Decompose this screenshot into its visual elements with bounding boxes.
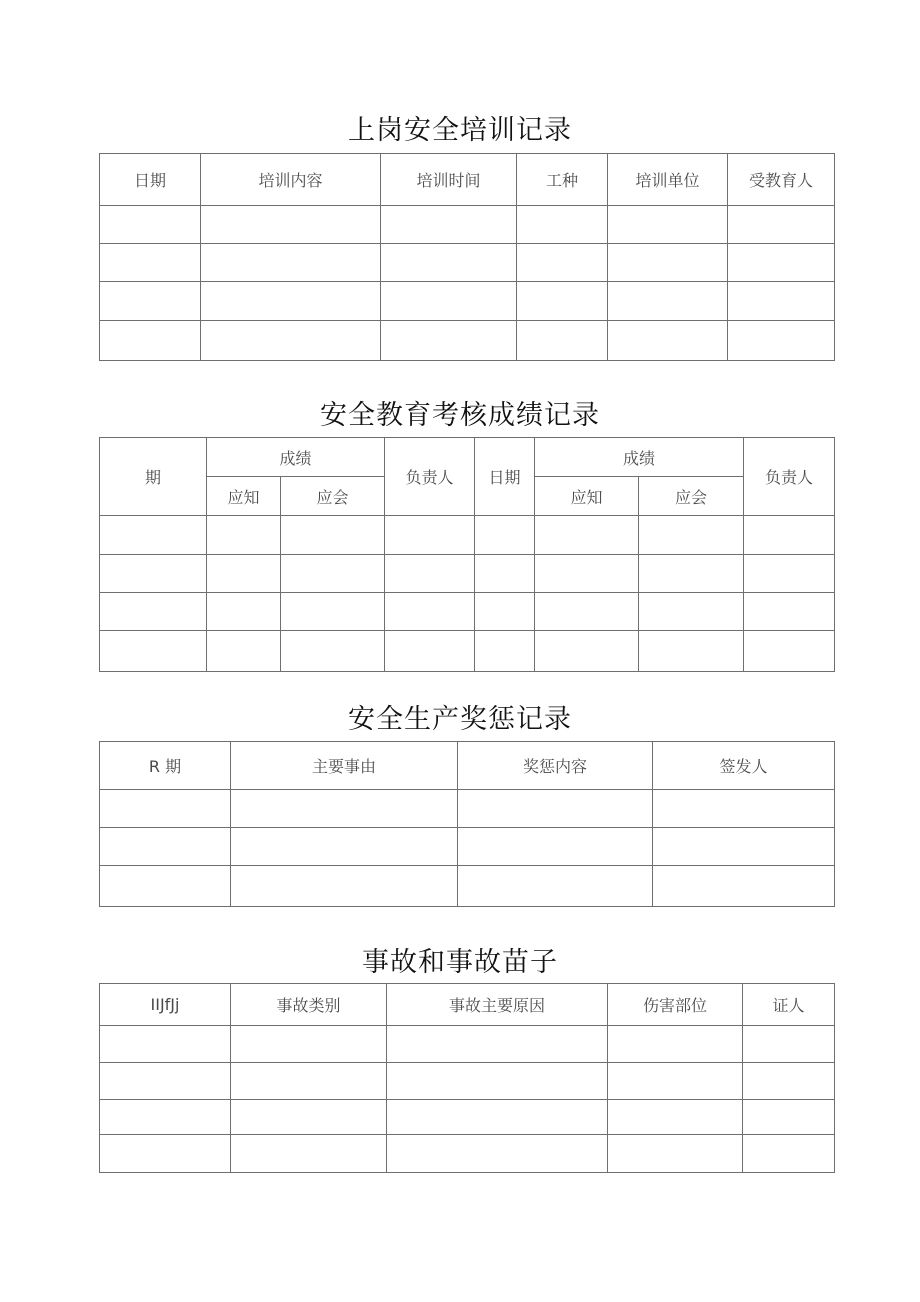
header-main-reason: 主要事由 [231, 742, 458, 790]
table-cell[interactable] [517, 206, 608, 244]
table-row [100, 1063, 835, 1100]
header-date-right: 日期 [475, 438, 535, 516]
table-cell[interactable] [535, 631, 639, 672]
header-should-know: 应知 [207, 477, 281, 516]
assessment-record-table [99, 437, 835, 672]
table-row [100, 244, 835, 282]
table-cell[interactable] [281, 631, 385, 672]
table-cell[interactable] [100, 516, 207, 555]
table-row [100, 206, 835, 244]
table-cell[interactable] [653, 866, 835, 907]
table-cell[interactable] [387, 1100, 608, 1135]
header-reward-punishment-content: 奖惩内容 [458, 742, 653, 790]
header-score-right: 成绩 [535, 438, 744, 477]
table-cell[interactable] [608, 1100, 743, 1135]
table-cell[interactable] [743, 1026, 835, 1063]
table-cell[interactable] [608, 1063, 743, 1100]
header-date: 期 [100, 438, 207, 516]
table-cell[interactable] [100, 555, 207, 593]
table-cell[interactable] [517, 282, 608, 321]
table-cell[interactable] [535, 516, 639, 555]
table-cell[interactable] [517, 244, 608, 282]
table-row [100, 555, 835, 593]
table-cell[interactable] [387, 1026, 608, 1063]
table-cell[interactable] [381, 206, 517, 244]
table-cell[interactable] [639, 593, 744, 631]
table-row [100, 631, 835, 672]
table-row [100, 790, 835, 828]
table-cell[interactable] [475, 516, 535, 555]
table-row [100, 1026, 835, 1063]
table-cell[interactable] [281, 555, 385, 593]
table-cell[interactable] [608, 206, 728, 244]
table-cell[interactable] [231, 866, 458, 907]
table-cell[interactable] [201, 244, 381, 282]
table-header-row [100, 154, 835, 206]
accident-record-table [99, 983, 835, 1173]
table-cell[interactable] [475, 593, 535, 631]
table-cell[interactable] [381, 321, 517, 361]
reward-punishment-table [99, 741, 835, 907]
table-cell[interactable] [201, 282, 381, 321]
header-issuer: 签发人 [653, 742, 835, 790]
table-cell[interactable] [385, 516, 475, 555]
table-row [100, 866, 835, 907]
table-row [100, 321, 835, 361]
table-cell[interactable] [535, 555, 639, 593]
table-cell[interactable] [744, 516, 835, 555]
table-header-row [100, 438, 835, 477]
table-cell[interactable] [743, 1100, 835, 1135]
training-record-title: 上岗安全培训记录 [348, 115, 572, 146]
table-cell[interactable] [744, 555, 835, 593]
table-cell[interactable] [100, 866, 231, 907]
table-cell[interactable] [387, 1063, 608, 1100]
header-accident-category: 事故类别 [231, 984, 387, 1026]
table-cell[interactable] [535, 593, 639, 631]
table-cell[interactable] [100, 206, 201, 244]
table-row [100, 593, 835, 631]
table-cell[interactable] [744, 593, 835, 631]
table-cell[interactable] [743, 1063, 835, 1100]
table-cell[interactable] [653, 790, 835, 828]
table-row [100, 1100, 835, 1135]
table-cell[interactable] [743, 1135, 835, 1173]
table-cell[interactable] [639, 516, 744, 555]
table-cell[interactable] [207, 516, 281, 555]
header-main-cause: 事故主要原因 [387, 984, 608, 1026]
table-cell[interactable] [608, 1135, 743, 1173]
header-should-master-right: 应会 [639, 477, 744, 516]
table-cell[interactable] [100, 1063, 231, 1100]
table-cell[interactable] [201, 206, 381, 244]
table-cell[interactable] [100, 1100, 231, 1135]
assessment-record-title: 安全教育考核成绩记录 [320, 400, 600, 431]
table-cell[interactable] [100, 321, 201, 361]
header-injury-location: 伤害部位 [608, 984, 743, 1026]
table-cell[interactable] [728, 206, 835, 244]
table-cell[interactable] [100, 282, 201, 321]
header-witness: 证人 [743, 984, 835, 1026]
reward-punishment-title: 安全生产奖惩记录 [348, 704, 572, 735]
table-cell[interactable] [639, 631, 744, 672]
table-cell[interactable] [100, 790, 231, 828]
table-cell[interactable] [231, 790, 458, 828]
header-job-type: 工种 [517, 154, 608, 206]
table-row [100, 282, 835, 321]
header-date: IIJfJj [100, 984, 231, 1026]
table-header-row [100, 742, 835, 790]
table-cell[interactable] [608, 321, 728, 361]
header-should-master: 应会 [281, 477, 385, 516]
table-cell[interactable] [728, 244, 835, 282]
table-cell[interactable] [100, 1135, 231, 1173]
table-cell[interactable] [517, 321, 608, 361]
table-row [100, 1135, 835, 1173]
header-responsible-person-right: 负责人 [744, 438, 835, 516]
table-cell[interactable] [381, 244, 517, 282]
header-training-time: 培训时间 [381, 154, 517, 206]
header-score: 成绩 [207, 438, 385, 477]
table-cell[interactable] [201, 321, 381, 361]
header-date: R 期 [100, 742, 231, 790]
header-trainee: 受教育人 [728, 154, 835, 206]
table-cell[interactable] [608, 282, 728, 321]
table-cell[interactable] [475, 631, 535, 672]
table-cell[interactable] [639, 555, 744, 593]
table-cell[interactable] [458, 828, 653, 866]
header-should-know-right: 应知 [535, 477, 639, 516]
table-cell[interactable] [653, 828, 835, 866]
table-cell[interactable] [385, 593, 475, 631]
table-cell[interactable] [458, 790, 653, 828]
table-cell[interactable] [728, 321, 835, 361]
accident-record-title: 事故和事故苗子 [362, 947, 558, 978]
table-cell[interactable] [207, 631, 281, 672]
table-cell[interactable] [458, 866, 653, 907]
table-cell[interactable] [608, 1026, 743, 1063]
table-cell[interactable] [608, 244, 728, 282]
table-row [100, 828, 835, 866]
table-cell[interactable] [100, 244, 201, 282]
table-cell[interactable] [100, 1026, 231, 1063]
table-cell[interactable] [207, 593, 281, 631]
table-cell[interactable] [381, 282, 517, 321]
table-cell[interactable] [231, 828, 458, 866]
table-cell[interactable] [231, 1100, 387, 1135]
header-responsible-person: 负责人 [385, 438, 475, 516]
table-header-row [100, 984, 835, 1026]
header-training-content: 培训内容 [201, 154, 381, 206]
header-date: 日期 [100, 154, 201, 206]
table-cell[interactable] [728, 282, 835, 321]
table-cell[interactable] [281, 516, 385, 555]
table-cell[interactable] [475, 555, 535, 593]
table-cell[interactable] [387, 1135, 608, 1173]
table-row [100, 516, 835, 555]
table-cell[interactable] [231, 1135, 387, 1173]
training-record-table [99, 153, 835, 361]
header-training-unit: 培训单位 [608, 154, 728, 206]
table-cell[interactable] [231, 1063, 387, 1100]
table-cell[interactable] [281, 593, 385, 631]
table-cell[interactable] [744, 631, 835, 672]
table-cell[interactable] [385, 555, 475, 593]
table-cell[interactable] [385, 631, 475, 672]
table-cell[interactable] [100, 828, 231, 866]
table-cell[interactable] [231, 1026, 387, 1063]
table-cell[interactable] [100, 593, 207, 631]
table-cell[interactable] [207, 555, 281, 593]
table-cell[interactable] [100, 631, 207, 672]
